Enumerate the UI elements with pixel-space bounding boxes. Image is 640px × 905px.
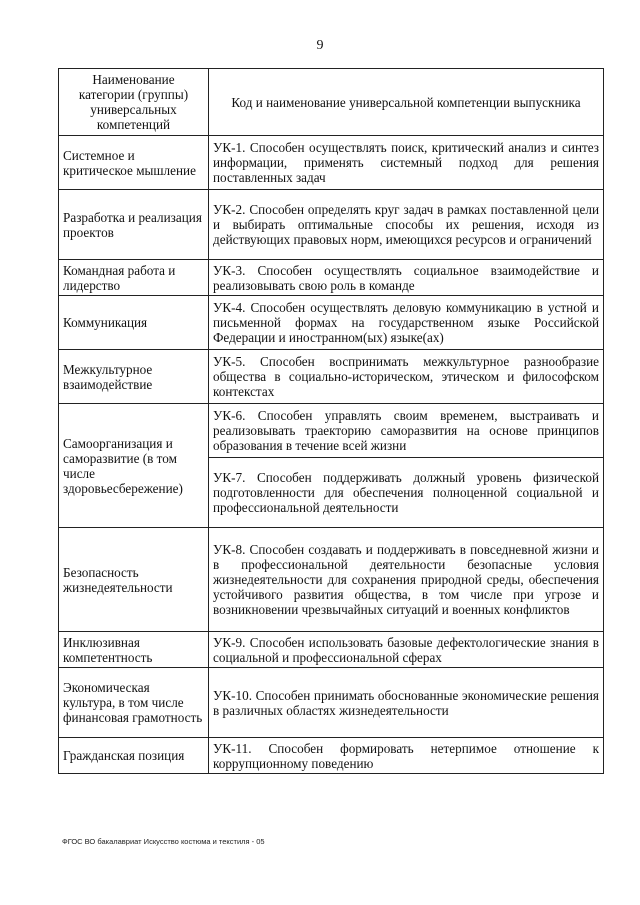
competency-cell: УК-3. Способен осуществлять социальное взаимодействие и реализовывать свою роль в команде: [209, 260, 604, 296]
table-row: [59, 668, 604, 738]
table-row: [59, 404, 604, 458]
header-competency: Код и наименование универсальной компетенции выпускника: [209, 69, 604, 136]
competency-table: [58, 68, 604, 774]
category-cell: Экономическая культура, в том числе финансовая грамотность: [59, 668, 209, 738]
table-header-row: [59, 69, 604, 136]
competency-cell: УК-4. Способен осуществлять деловую коммуникацию в устной и письменной формах на государственном языке Российской Федерации и иностранном(ых) языке(ах): [209, 296, 604, 350]
competency-cell: УК-2. Способен определять круг задач в рамках поставленной цели и выбирать оптимальные способы их решения, исходя из действующих правовых норм, имеющихся ресурсов и ограничений: [209, 190, 604, 260]
competency-cell: УК-6. Способен управлять своим временем, выстраивать и реализовывать траекторию саморазвития на основе принципов образования в течение всей жизни: [209, 404, 604, 458]
category-cell: Межкультурное взаимодействие: [59, 350, 209, 404]
table-row: [59, 260, 604, 296]
competency-cell: УК-9. Способен использовать базовые дефектологические знания в социальной и профессиональной сферах: [209, 632, 604, 668]
competency-cell: УК-11. Способен формировать нетерпимое отношение к коррупционному поведению: [209, 738, 604, 774]
table-row: [59, 136, 604, 190]
category-cell: Системное и критическое мышление: [59, 136, 209, 190]
category-cell: Гражданская позиция: [59, 738, 209, 774]
table-row: [59, 350, 604, 404]
header-category: Наименование категории (группы) универсальных компетенций: [59, 69, 209, 136]
category-cell: Коммуникация: [59, 296, 209, 350]
category-cell: Безопасность жизнедеятельности: [59, 528, 209, 632]
category-cell: Разработка и реализация проектов: [59, 190, 209, 260]
competency-cell: УК-8. Способен создавать и поддерживать в повседневной жизни и в профессиональной деятельности безопасные условия жизнедеятельности для сохранения природной среды, обеспечения устойчивого развития общества, в том числе при угрозе и возникновении чрезвычайных ситуаций и военных конфликтов: [209, 528, 604, 632]
page-number: 9: [316, 38, 324, 53]
competency-cell: УК-10. Способен принимать обоснованные экономические решения в различных областях жизнедеятельности: [209, 668, 604, 738]
table-row: [59, 738, 604, 774]
competency-cell: УК-7. Способен поддерживать должный уровень физической подготовленности для обеспечения полноценной социальной и профессиональной деятельности: [209, 458, 604, 528]
category-cell: Самоорганизация и саморазвитие (в том числе здоровьесбережение): [59, 404, 209, 528]
competency-cell: УК-1. Способен осуществлять поиск, критический анализ и синтез информации, применять системный подход для решения поставленных задач: [209, 136, 604, 190]
competency-cell: УК-5. Способен воспринимать межкультурное разнообразие общества в социально-историческом, этическом и философском контекстах: [209, 350, 604, 404]
category-cell: Инклюзивная компетентность: [59, 632, 209, 668]
category-cell: Командная работа и лидерство: [59, 260, 209, 296]
table-row: [59, 528, 604, 632]
table-row: [59, 632, 604, 668]
page-footer: ФГОС ВО бакалавриат Искусство костюма и текстиля - 05: [62, 837, 265, 846]
table-row: [59, 190, 604, 260]
table-row: [59, 296, 604, 350]
